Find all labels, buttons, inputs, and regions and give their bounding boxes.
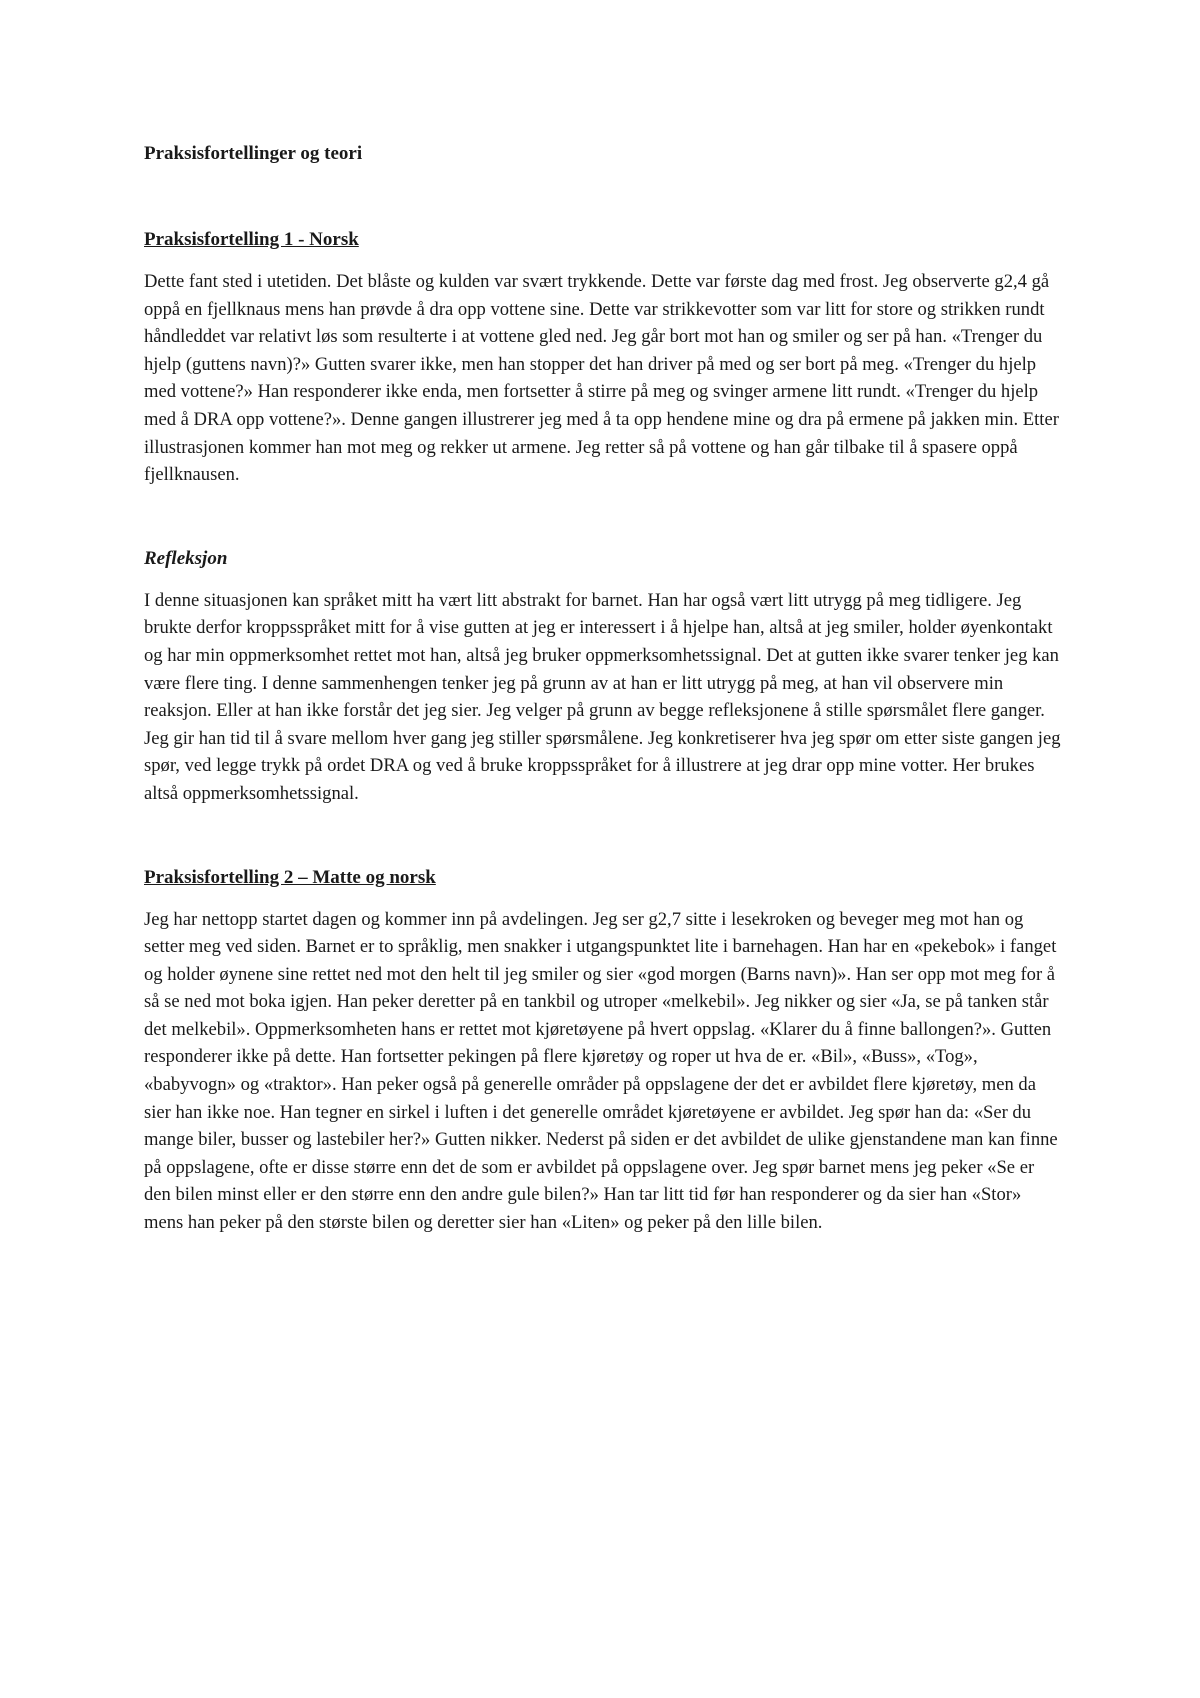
section-body-praksisfortelling-1: Dette fant sted i utetiden. Det blåste og kulden var svært trykkende. Dette var første dag med frost. Jeg observerte g2,4 gå oppå en fjellknaus mens han prøvde å dra opp vottene sine. Dette var strikkevotter som var litt for store og strikken rundt håndleddet var relativt løs som resulterte i at vottene gled ned. Jeg går bort mot han og smiler og ser på han. «Trenger du hjelp (guttens navn)?» Gutten svarer ikke, men han stopper det han driver på med og ser bort på meg. «Trenger du hjelp med vottene?» Han responderer ikke enda, men fortsetter å stirre på meg og svinger armene litt rundt. «Trenger du hjelp med å DRA opp vottene?». Denne gangen illustrerer jeg med å ta opp hendene mine og dra på ermene på jakken min. Etter illustrasjonen kommer han mot meg og rekker ut armene. Jeg retter så på vottene og han går tilbake til å spasere oppå fjellknausen. — [144, 271, 1059, 486]
section-body-refleksjon: I denne situasjonen kan språket mitt ha vært litt abstrakt for barnet. Han har også vært litt utrygg på meg tidligere. Jeg brukte derfor kroppsspråket mitt for å vise gutten at jeg er interessert i å hjelpe han, altså at jeg smiler, holder øyenkontakt og har min oppmerksomhet rettet mot han, altså jeg bruker oppmerksomhetssignal. Det at gutten ikke svarer tenker jeg kan være flere ting. I denne sammenhengen tenker jeg på grunn av at han er litt utrygg på meg, at han vil observere min reaksjon. Eller at han ikke forstår det jeg sier. Jeg velger på grunn av begge refleksjonene å stille spørsmålet flere ganger. Jeg gir han tid til å svare mellom hver gang jeg stiller spørsmålene. Jeg konkretiserer hva jeg spør om etter siste gangen jeg spør, ved legge trykk på ordet DRA og ved å bruke kroppsspråket for å illustrere at jeg drar opp mine votter. Her brukes altså oppmerksomhetssignal. — [144, 589, 1061, 804]
section-heading-refleksjon: Refleksjon — [144, 547, 228, 569]
document-page — [144, 140, 1064, 1237]
section-body-praksisfortelling-2: Jeg har nettopp startet dagen og kommer inn på avdelingen. Jeg ser g2,7 sitte i lesekroken og beveger meg mot han og setter meg ved siden. Barnet er to språklig, men snakker i utgangspunktet lite i barnehagen. Han har en «pekebok» i fanget og holder øynene sine rettet ned mot den helt til jeg smiler og sier «god morgen (Barns navn)». Han ser opp mot meg for å så se ned mot boka igjen. Han peker deretter på en tankbil og utroper «melkebil». Jeg nikker og sier «Ja, se på tanken står det melkebil». Oppmerksomheten hans er rettet mot kjøretøyene på hvert oppslag. «Klarer du å finne ballongen?». Gutten responderer ikke på dette. Han fortsetter pekingen på flere kjøretøy og roper ut hva de er. «Bil», «Buss», «Tog», «babyvogn» og «traktor». Han peker også på generelle områder på oppslagene der det er avbildet flere kjøretøy, men da sier han ikke noe. Han tegner en sirkel i luften i det generelle området kjøretøyene er avbildet. Jeg spør han da: «Ser du mange biler, busser og lastebiler her?» Gutten nikker. Nederst på siden er det avbildet de ulike gjenstandene man kan finne på oppslagene, ofte er disse større enn det de som er avbildet på oppslagene over. Jeg spør barnet mens jeg peker «Se er den bilen minst eller er den større enn den andre gule bilen?» Han tar litt tid før han responderer og da sier han «Stor» mens han peker på den største bilen og deretter sier han «Liten» og peker på den lille bilen. — [144, 908, 1058, 1234]
section-heading-praksisfortelling-2: Praksisfortelling 2 – Matte og norsk — [144, 866, 436, 888]
document-title: Praksisfortellinger og teori — [144, 143, 363, 164]
section-heading-praksisfortelling-1: Praksisfortelling 1 - Norsk — [144, 229, 359, 250]
